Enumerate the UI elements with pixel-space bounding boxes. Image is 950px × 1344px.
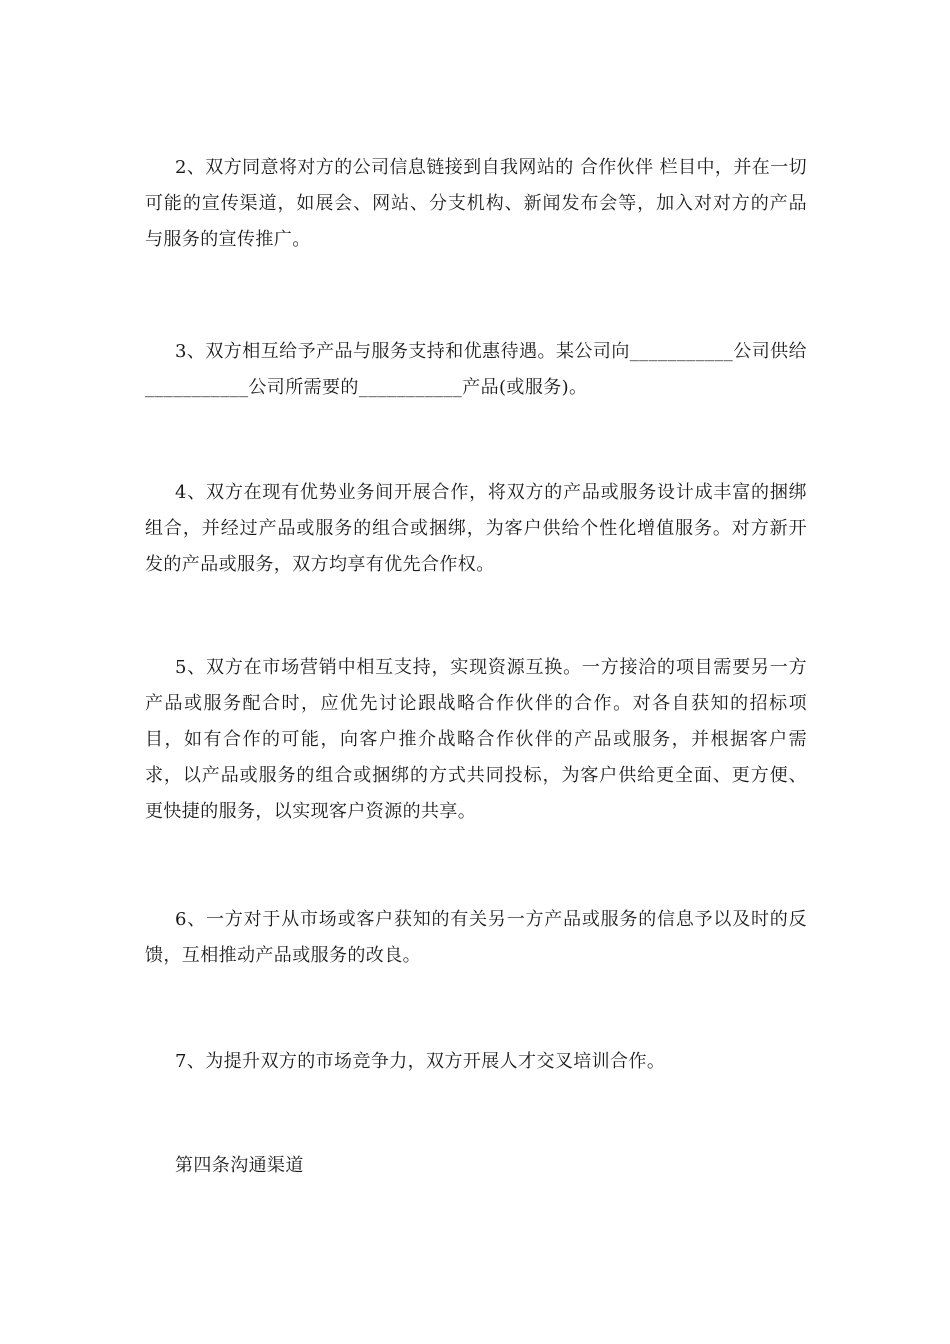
clause-7-paragraph: 7、为提升双方的市场竞争力，双方开展人才交叉培训合作。: [175, 1051, 666, 1072]
clause-6-paragraph: 6、一方对于从市场或客户获知的有关另一方产品或服务的信息予以及时的反馈，互相推动产品或服务的改良。: [145, 909, 807, 966]
clause-4-paragraph: 4、双方在现有优势业务间开展合作，将双方的产品或服务设计成丰富的捆绑组合，并经过产品或服务的组合或捆绑，为客户供给个性化增值服务。对方新开发的产品或服务，双方均享有优先合作权。: [145, 482, 807, 575]
section-heading: 第四条沟通渠道: [175, 1155, 304, 1176]
clause-2-paragraph: 2、双方同意将对方的公司信息链接到自我网站的 合作伙伴 栏目中，并在一切可能的宣传渠道，如展会、网站、分支机构、新闻发布会等，加入对对方的产品与服务的宣传推广。: [145, 157, 807, 250]
clause-3-paragraph: 3、双方相互给予产品与服务支持和优惠待遇。某公司向___________公司供给___________公司所需要的___________产品(或服务)。: [145, 341, 807, 398]
clause-5-paragraph: 5、双方在市场营销中相互支持，实现资源互换。一方接洽的项目需要另一方产品或服务配合时，应优先讨论跟战略合作伙伴的合作。对各自获知的招标项目，如有合作的可能，向客户推介战略合作伙伴的产品或服务，并根据客户需求，以产品或服务的组合或捆绑的方式共同投标，为客户供给更全面、更方便、更快捷的服务，以实现客户资源的共享。: [145, 657, 807, 822]
